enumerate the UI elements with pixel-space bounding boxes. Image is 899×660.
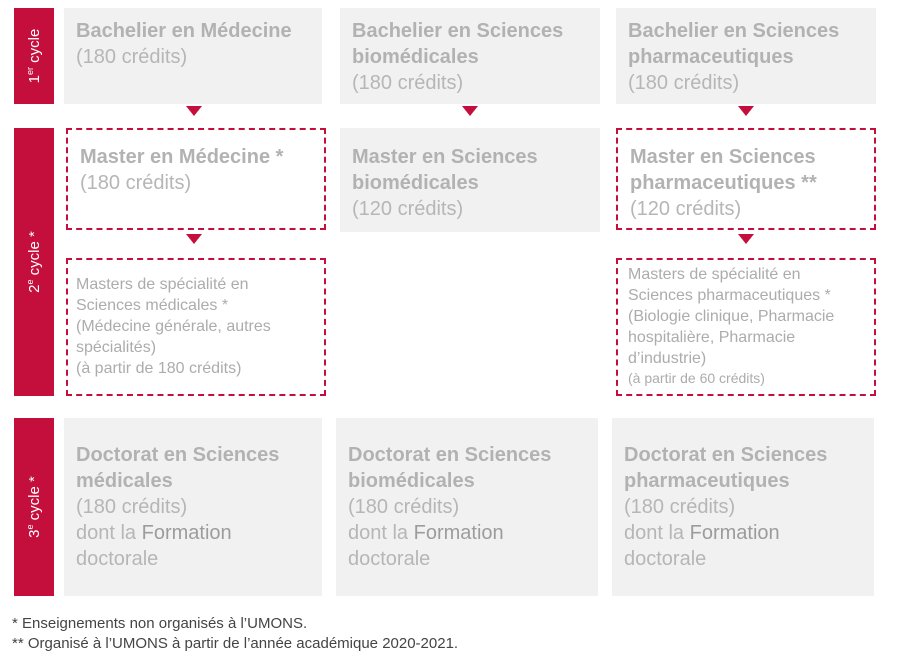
doctorate-pharma-title: Doctorat en Sciences pharmaceutiques <box>624 444 828 492</box>
cycle-2-label: 2e cycle * <box>25 231 43 293</box>
doctorate-pharma-credits: (180 crédits) <box>624 496 736 518</box>
master-biomed-box <box>340 128 600 232</box>
footnote-1: * Enseignements non organisés à l’UMONS. <box>12 615 308 632</box>
arrow-down-icon <box>186 234 202 244</box>
master-medecine-credits: (180 crédits) <box>80 172 192 194</box>
doctorate-biomed-title: Doctorat en Sciences biomédicales <box>348 444 552 492</box>
cycle-1-label: 1er cycle <box>25 28 43 84</box>
footnote-2: ** Organisé à l’UMONS à partir de l’année académique 2020-2021. <box>12 635 459 652</box>
doctorate-biomed-credits: (180 crédits) <box>348 496 460 518</box>
bachelor-medecine-credits: (180 crédits) <box>76 46 188 68</box>
specialty-medical-box <box>66 258 326 396</box>
bachelor-biomed-box <box>340 8 600 104</box>
bachelor-pharma-credits: (180 crédits) <box>628 72 740 94</box>
master-pharma-box <box>616 128 876 230</box>
specialty-pharma-detail: (Biologie clinique, Pharmacie hospitalière, Pharmacie d’industrie) <box>628 308 835 367</box>
doctorate-biomed-formation: dont la Formation doctorale <box>348 522 504 570</box>
bachelor-biomed-credits: (180 crédits) <box>352 72 464 94</box>
arrow-down-icon <box>738 106 754 116</box>
bachelor-pharma-title: Bachelier en Sciences pharmaceutiques <box>628 20 840 68</box>
master-biomed-credits: (120 crédits) <box>352 198 464 220</box>
cycle-2-bar <box>14 128 54 396</box>
doctorate-pharma-formation: dont la Formation doctorale <box>624 522 780 570</box>
doctorate-medical-credits: (180 crédits) <box>76 496 188 518</box>
arrow-down-icon <box>462 106 478 116</box>
arrow-down-icon <box>738 234 754 244</box>
specialty-pharma-box <box>616 258 876 396</box>
specialty-medical-detail: (Médecine générale, autres spécialités) <box>76 318 271 356</box>
bachelor-medecine-title: Bachelier en Médecine <box>76 20 292 42</box>
cycle-3-label: 3e cycle * <box>25 476 43 538</box>
master-medecine-title: Master en Médecine * <box>80 146 284 168</box>
doctorate-pharma-box <box>612 418 874 596</box>
master-pharma-credits: (120 crédits) <box>630 198 742 220</box>
cycle-3-bar <box>14 418 54 596</box>
specialty-pharma-title: Masters de spécialité en Sciences pharmaceutiques * <box>628 266 831 304</box>
bachelor-biomed-title: Bachelier en Sciences biomédicales <box>352 20 564 68</box>
doctorate-medical-title: Doctorat en Sciences médicales <box>76 444 280 492</box>
bachelor-pharma-box <box>616 8 876 104</box>
specialty-pharma-credits: (à partir de 60 crédits) <box>628 370 765 386</box>
specialty-medical-title: Masters de spécialité en Sciences médicales * <box>76 276 249 314</box>
arrow-down-icon <box>186 106 202 116</box>
cycle-1-bar <box>14 8 54 104</box>
master-biomed-title: Master en Sciences biomédicales <box>352 146 538 194</box>
doctorate-biomed-box <box>336 418 598 596</box>
master-medecine-box <box>66 128 326 230</box>
master-pharma-title: Master en Sciences pharmaceutiques ** <box>630 146 817 194</box>
specialty-medical-credits: (à partir de 180 crédits) <box>76 360 242 377</box>
doctorate-medical-formation: dont la Formation doctorale <box>76 522 232 570</box>
bachelor-medecine-box <box>64 8 322 104</box>
doctorate-medical-box <box>64 418 322 596</box>
